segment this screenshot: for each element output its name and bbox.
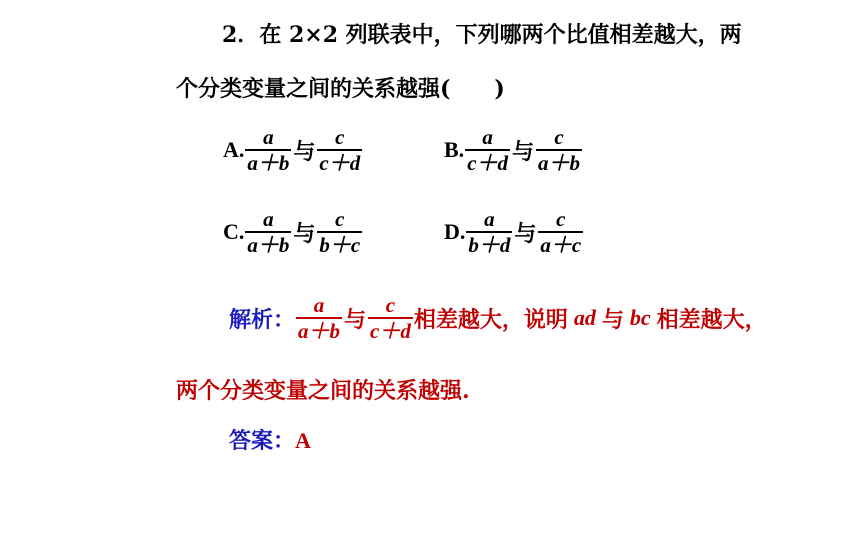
fraction (466, 207, 512, 257)
denominator: b＋d (468, 233, 511, 257)
question-line-1 (222, 18, 742, 49)
fraction (296, 293, 342, 343)
connector-text: 与 (293, 220, 316, 247)
answer-value: A (295, 428, 311, 453)
fraction (368, 293, 413, 343)
denominator: c＋d (319, 151, 361, 175)
numerator: c (335, 207, 345, 231)
question-line-2: 个分类变量之间的关系越强( ) (176, 76, 505, 102)
option-letter: C. (223, 219, 245, 244)
fraction (317, 207, 362, 257)
fraction (538, 207, 583, 257)
denominator: a＋b (247, 233, 290, 257)
answer-line (229, 424, 311, 455)
fraction (317, 125, 362, 175)
denominator: a＋b (247, 151, 290, 175)
connector-text: 与 (514, 220, 537, 247)
denominator: b＋c (319, 233, 361, 257)
denominator: a＋b (298, 319, 341, 343)
numerator: c (554, 125, 564, 149)
connector-text: 与 (512, 138, 535, 165)
variable-bc: bc (629, 305, 651, 330)
option-d (444, 207, 584, 257)
fraction (245, 125, 291, 175)
connector-text: 与 (344, 306, 367, 333)
option-letter: B. (444, 137, 465, 162)
analysis-text: 相差越大，说明 (413, 306, 568, 333)
numerator: c (385, 293, 396, 317)
numerator: a (484, 207, 495, 231)
variable-ad: ad (573, 305, 596, 330)
analysis-label: 解析： (229, 306, 296, 333)
numerator: a (263, 207, 274, 231)
fraction (465, 125, 510, 175)
analysis-text: 与 (601, 306, 624, 333)
fraction (536, 125, 582, 175)
question-number: 2． (222, 22, 260, 48)
denominator: a＋c (540, 233, 582, 257)
denominator: c＋d (467, 151, 509, 175)
analysis-line-1 (229, 293, 767, 343)
denominator: c＋d (370, 319, 411, 343)
numerator: c (335, 125, 345, 149)
answer-label: 答案： (229, 428, 296, 454)
fraction (245, 207, 291, 257)
question-text-1: 在 2×2 列联表中，下列哪两个比值相差越大，两 (259, 22, 742, 48)
analysis-line-2: 两个分类变量之间的关系越强. (176, 378, 470, 404)
numerator: a (313, 293, 325, 317)
numerator: c (556, 207, 566, 231)
numerator: a (263, 125, 274, 149)
option-a (223, 125, 363, 175)
denominator: a＋b (538, 151, 581, 175)
analysis-text: 相差越大， (656, 306, 767, 333)
option-b (444, 125, 583, 175)
option-c (223, 207, 363, 257)
numerator: a (482, 125, 493, 149)
option-letter: A. (223, 137, 245, 162)
option-letter: D. (444, 219, 466, 244)
connector-text: 与 (293, 138, 316, 165)
